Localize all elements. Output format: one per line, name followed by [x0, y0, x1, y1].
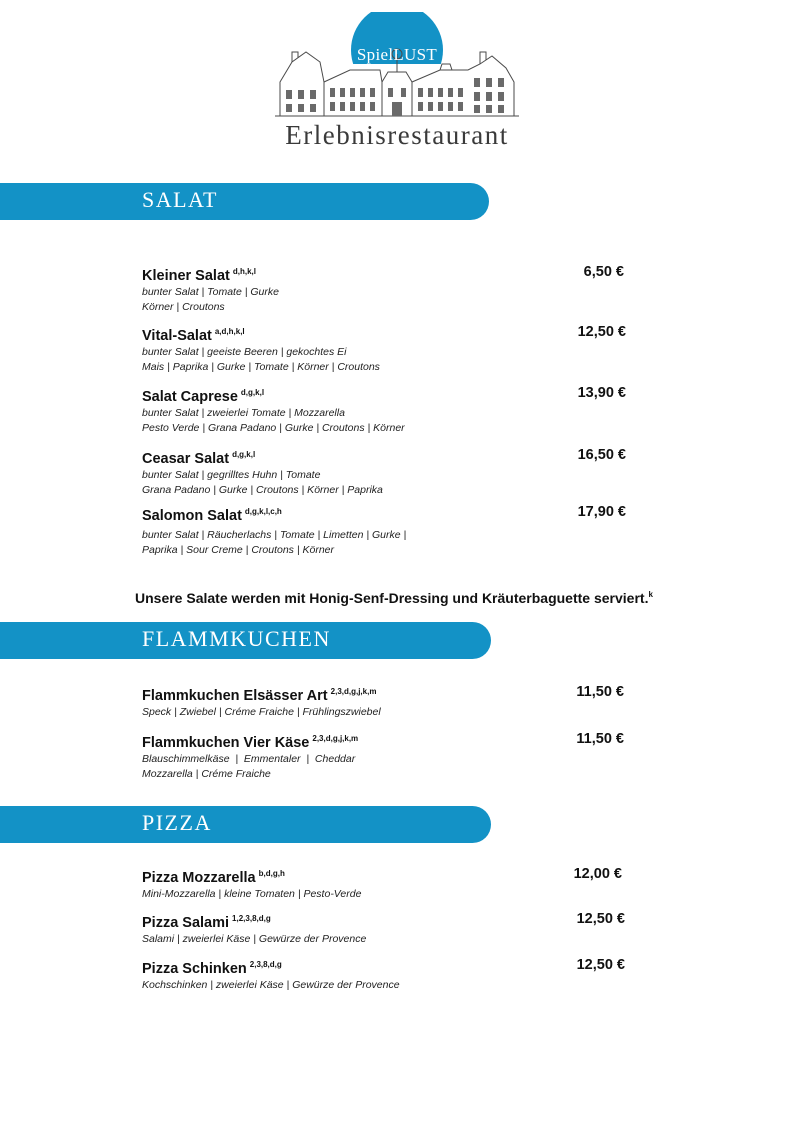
item-name: Kleiner Salat [142, 268, 230, 284]
item-description: bunter Salat | gegrilltes Huhn | Tomate [142, 469, 321, 481]
menu-item [142, 865, 632, 902]
menu-item [142, 263, 632, 315]
item-price: 17,90 € [577, 504, 626, 520]
item-description: bunter Salat | Tomate | Gurke [142, 286, 279, 298]
item-name: Salomon Salat [142, 508, 242, 524]
building-illustration [270, 12, 524, 122]
item-description: bunter Salat | Räucherlachs | Tomate | Limetten | Gurke | [142, 529, 407, 541]
allergen-codes: d,h,k,l [232, 267, 256, 276]
item-name: Pizza Mozzarella [142, 870, 256, 886]
item-name: Flammkuchen Elsässer Art [142, 688, 328, 704]
item-name: Salat Caprese [142, 389, 238, 405]
menu-item [142, 683, 632, 720]
item-price: 16,50 € [577, 447, 626, 463]
allergen-codes: d,g,k,l [240, 388, 265, 397]
item-name: Ceasar Salat [142, 451, 230, 467]
section-header-salat [0, 183, 489, 220]
item-description: Paprika | Sour Creme | Croutons | Körner [142, 544, 335, 556]
restaurant-logo [270, 12, 524, 152]
item-price: 12,50 € [576, 911, 625, 927]
item-price: 6,50 € [583, 264, 624, 280]
item-price: 11,50 € [576, 731, 624, 747]
item-description: Grana Padano | Gurke | Croutons | Körner | Paprika [142, 484, 383, 496]
item-name: Pizza Salami [142, 915, 230, 931]
logo-subtitle: Erlebnisrestaurant [285, 120, 509, 150]
section-title: SALAT [142, 187, 218, 212]
allergen-codes: 2,3,d,g,j,k,m [330, 687, 377, 696]
section-title: FLAMMKUCHEN [142, 626, 331, 651]
allergen-codes: d,g,k,l,c,h [244, 507, 282, 516]
item-price: 13,90 € [577, 385, 626, 401]
menu-item [142, 730, 632, 782]
item-description: Pesto Verde | Grana Padano | Gurke | Croutons | Körner [142, 422, 405, 434]
item-description: Speck | Zwiebel | Créme Fraiche | Frühlingszwiebel [142, 706, 381, 718]
menu-item [142, 910, 632, 947]
item-description: Kochschinken | zweierlei Käse | Gewürze der Provence [142, 979, 400, 991]
allergen-codes: 2,3,8,d,g [249, 960, 282, 969]
section-title: PIZZA [142, 810, 212, 835]
item-price: 12,00 € [573, 866, 622, 882]
allergen-codes: 2,3,d,g,j,k,m [312, 734, 359, 743]
allergen-codes: a,d,h,k,l [214, 327, 245, 336]
menu-item [142, 446, 632, 498]
allergen-codes: b,d,g,h [258, 869, 285, 878]
item-name: Vital-Salat [142, 328, 212, 344]
item-description: bunter Salat | zweierlei Tomate | Mozzarella [142, 407, 345, 419]
item-price: 11,50 € [576, 684, 624, 700]
note-allergen: k [648, 590, 653, 599]
item-price: 12,50 € [577, 324, 626, 340]
section-header-flammkuchen [0, 622, 491, 659]
item-name: Pizza Schinken [142, 961, 247, 977]
item-name: Flammkuchen Vier Käse [142, 735, 310, 751]
salad-note [135, 590, 653, 606]
item-description: Mais | Paprika | Gurke | Tomate | Körner | Croutons [142, 361, 380, 373]
menu-item [142, 384, 632, 436]
menu-item [142, 323, 632, 375]
allergen-codes: d,g,k,l [232, 450, 256, 459]
item-description: Salami | zweierlei Käse | Gewürze der Provence [142, 933, 367, 945]
menu-item [142, 503, 632, 558]
allergen-codes: 1,2,3,8,d,g [232, 914, 271, 923]
item-description: Mini-Mozzarella | kleine Tomaten | Pesto-Verde [142, 888, 362, 900]
note-text: Unsere Salate werden mit Honig-Senf-Dressing und Kräuterbaguette serviert. [135, 590, 649, 606]
item-description: Blauschimmelkäse | Emmentaler | Cheddar [142, 753, 356, 765]
item-description: Mozzarella | Créme Fraiche [142, 768, 271, 780]
item-price: 12,50 € [576, 957, 625, 973]
item-description: Körner | Croutons [142, 301, 225, 313]
logo-badge-text: SpielLUST [356, 45, 438, 64]
section-header-pizza [0, 806, 491, 843]
item-description: bunter Salat | geeiste Beeren | gekochtes Ei [142, 346, 347, 358]
menu-item [142, 956, 632, 993]
